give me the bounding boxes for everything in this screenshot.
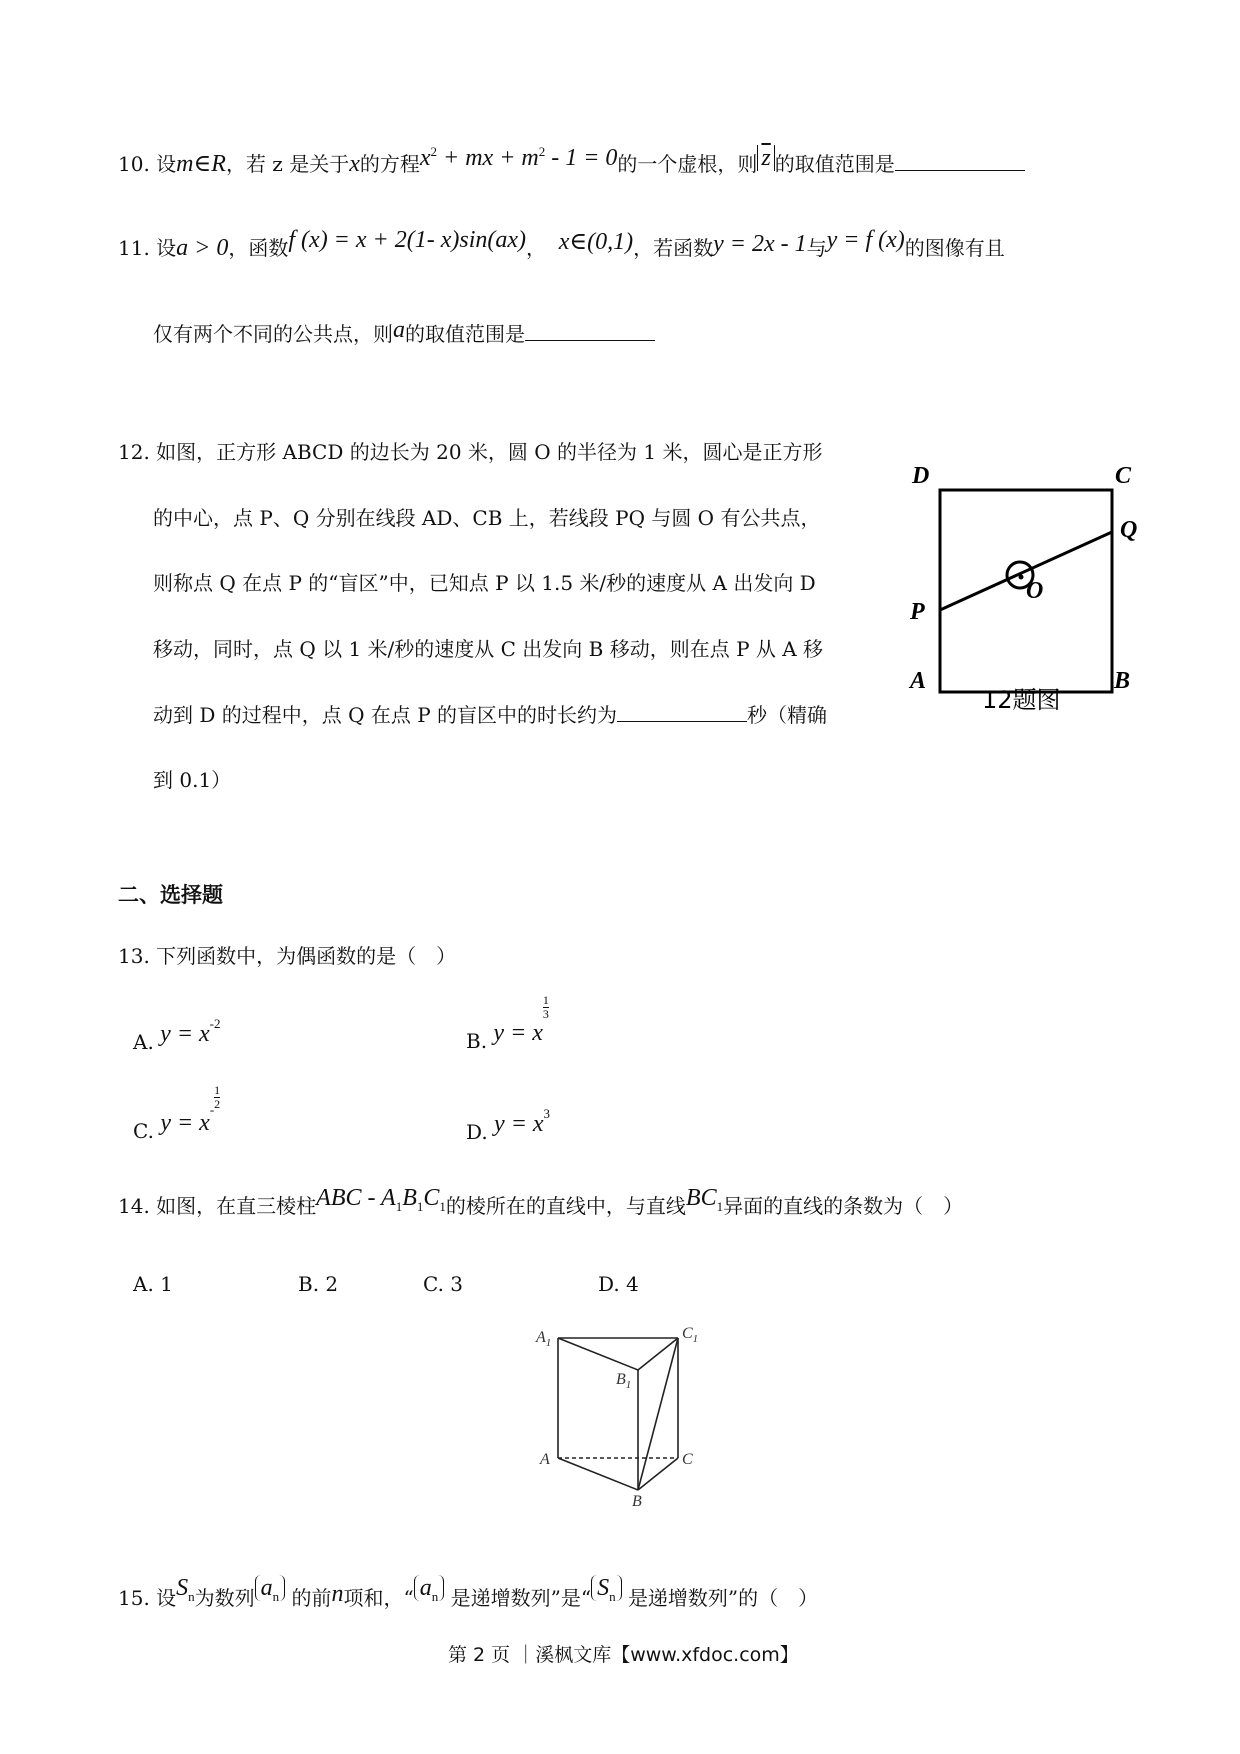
q14-option-b[interactable]: B. 2 — [298, 1272, 339, 1296]
edge-b1c1 — [638, 1338, 678, 1370]
answer-blank[interactable] — [895, 150, 1025, 171]
page-footer: 第 2 页 ｜溪枫文库【www.xfdoc.com】 — [448, 1644, 799, 1666]
label-c: C — [1115, 463, 1132, 489]
question-13: 13. 下列函数中，为偶函数的是（ ） — [118, 944, 457, 968]
edge-ab — [558, 1458, 638, 1490]
sequence-a-quoted: $a_n$ — [414, 1575, 445, 1601]
q14-option-a[interactable]: A. 1 — [133, 1272, 173, 1296]
question-11: 11. 设a > 0，函数f (x) = x + 2(1- x)sin(ax)， x∈(0,1)，若函数y = 2x - 1与y = f (x)的图像有且 — [118, 227, 1005, 261]
question-10: 10. 设m∈R，若 z 是关于x的方程$x^2$ + mx + $m^2 - 1 = 0$的一个虚根，则 $\overline{z}$ 的取值范围是 — [118, 148, 1025, 178]
figure-14-prism — [530, 1318, 720, 1508]
answer-blank[interactable] — [617, 701, 747, 722]
question-15: 15. 设$S_n$为数列 $a_n$ 的前n项和，“ $a_n$ 是递增数列”是“ $S_n$ 是递增数列”的（ ） — [118, 1575, 819, 1610]
q13-option-c[interactable]: C. y = x- $\frac{1}{2}$ — [133, 1083, 221, 1143]
label-b: B — [1114, 668, 1131, 694]
question-12-line3: 则称点 Q 在点 P 的“盲区”中，已知点 P 以 1.5 米/秒的速度从 A 出发向 D — [153, 571, 816, 595]
label-b1: $B_1$ — [616, 1371, 632, 1391]
sequence-a: $a_n$ — [255, 1575, 286, 1601]
question-14: 14. 如图，在直三棱柱ABC - $A_1B_1C_1$的棱所在的直线中，与直线$BC_1$异面的直线的条数为（ ） — [118, 1185, 964, 1218]
figure-12-caption: 12题图 — [982, 686, 1061, 714]
question-11-line2: 仅有两个不同的公共点，则a的取值范围是 — [153, 318, 655, 348]
label-a1: $A_1$ — [536, 1329, 552, 1349]
question-12-line5: 动到 D 的过程中，点 Q 在点 P 的盲区中的时长约为 秒（精确 — [153, 703, 828, 727]
label-a: A — [540, 1451, 550, 1468]
label-b: B — [632, 1493, 642, 1508]
abs-z: $\overline{z}$ — [757, 145, 774, 171]
edge-bc — [638, 1458, 678, 1490]
label-c: C — [682, 1451, 693, 1468]
q13-option-d[interactable]: D. $y = x^3$ — [466, 1106, 551, 1144]
label-c1: $C_1$ — [682, 1325, 699, 1345]
fraction-exponent: $\frac{1}{3}$ — [542, 993, 549, 1021]
q14-option-d[interactable]: D. 4 — [598, 1272, 639, 1296]
question-12-line6: 到 0.1） — [153, 768, 232, 792]
section-title: 二、选择题 — [118, 883, 223, 907]
answer-blank[interactable] — [525, 320, 655, 341]
q14-option-c[interactable]: C. 3 — [423, 1272, 464, 1296]
q13-option-b[interactable]: B. y = x $\frac{1}{3}$ — [466, 993, 549, 1053]
q10-equation: $x^2$ + mx + $m^2 - 1 = 0$ — [419, 144, 618, 171]
diagonal-bc1 — [638, 1338, 678, 1490]
question-12-line2: 的中心，点 P、Q 分别在线段 AD、CB 上，若线段 PQ 与圆 O 有公共点， — [153, 506, 821, 530]
label-o: O — [1026, 578, 1044, 604]
center-o-dot — [1019, 575, 1024, 580]
edge-a1b1 — [558, 1338, 638, 1370]
label-a: A — [910, 668, 927, 694]
label-d: D — [912, 463, 930, 489]
q13-option-a[interactable]: A. $y = x^{-2}$ — [133, 1016, 221, 1054]
q10-number: 10. — [118, 152, 150, 176]
label-p: P — [910, 599, 925, 625]
question-12-line1: 12. 如图，正方形 ABCD 的边长为 20 米，圆 O 的半径为 1 米，圆心是正方形 — [118, 440, 823, 464]
label-q: Q — [1120, 517, 1138, 543]
fraction-exponent: $\frac{1}{2}$ — [214, 1083, 221, 1111]
prism-name: ABC - $A_1B_1C_1$ — [316, 1185, 446, 1214]
sequence-s-quoted: $S_n$ — [591, 1575, 622, 1601]
question-12-line4: 移动，同时，点 Q 以 1 米/秒的速度从 C 出发向 B 移动，则在点 P 从 A 移 — [153, 637, 824, 661]
figure-12 — [900, 455, 1160, 720]
